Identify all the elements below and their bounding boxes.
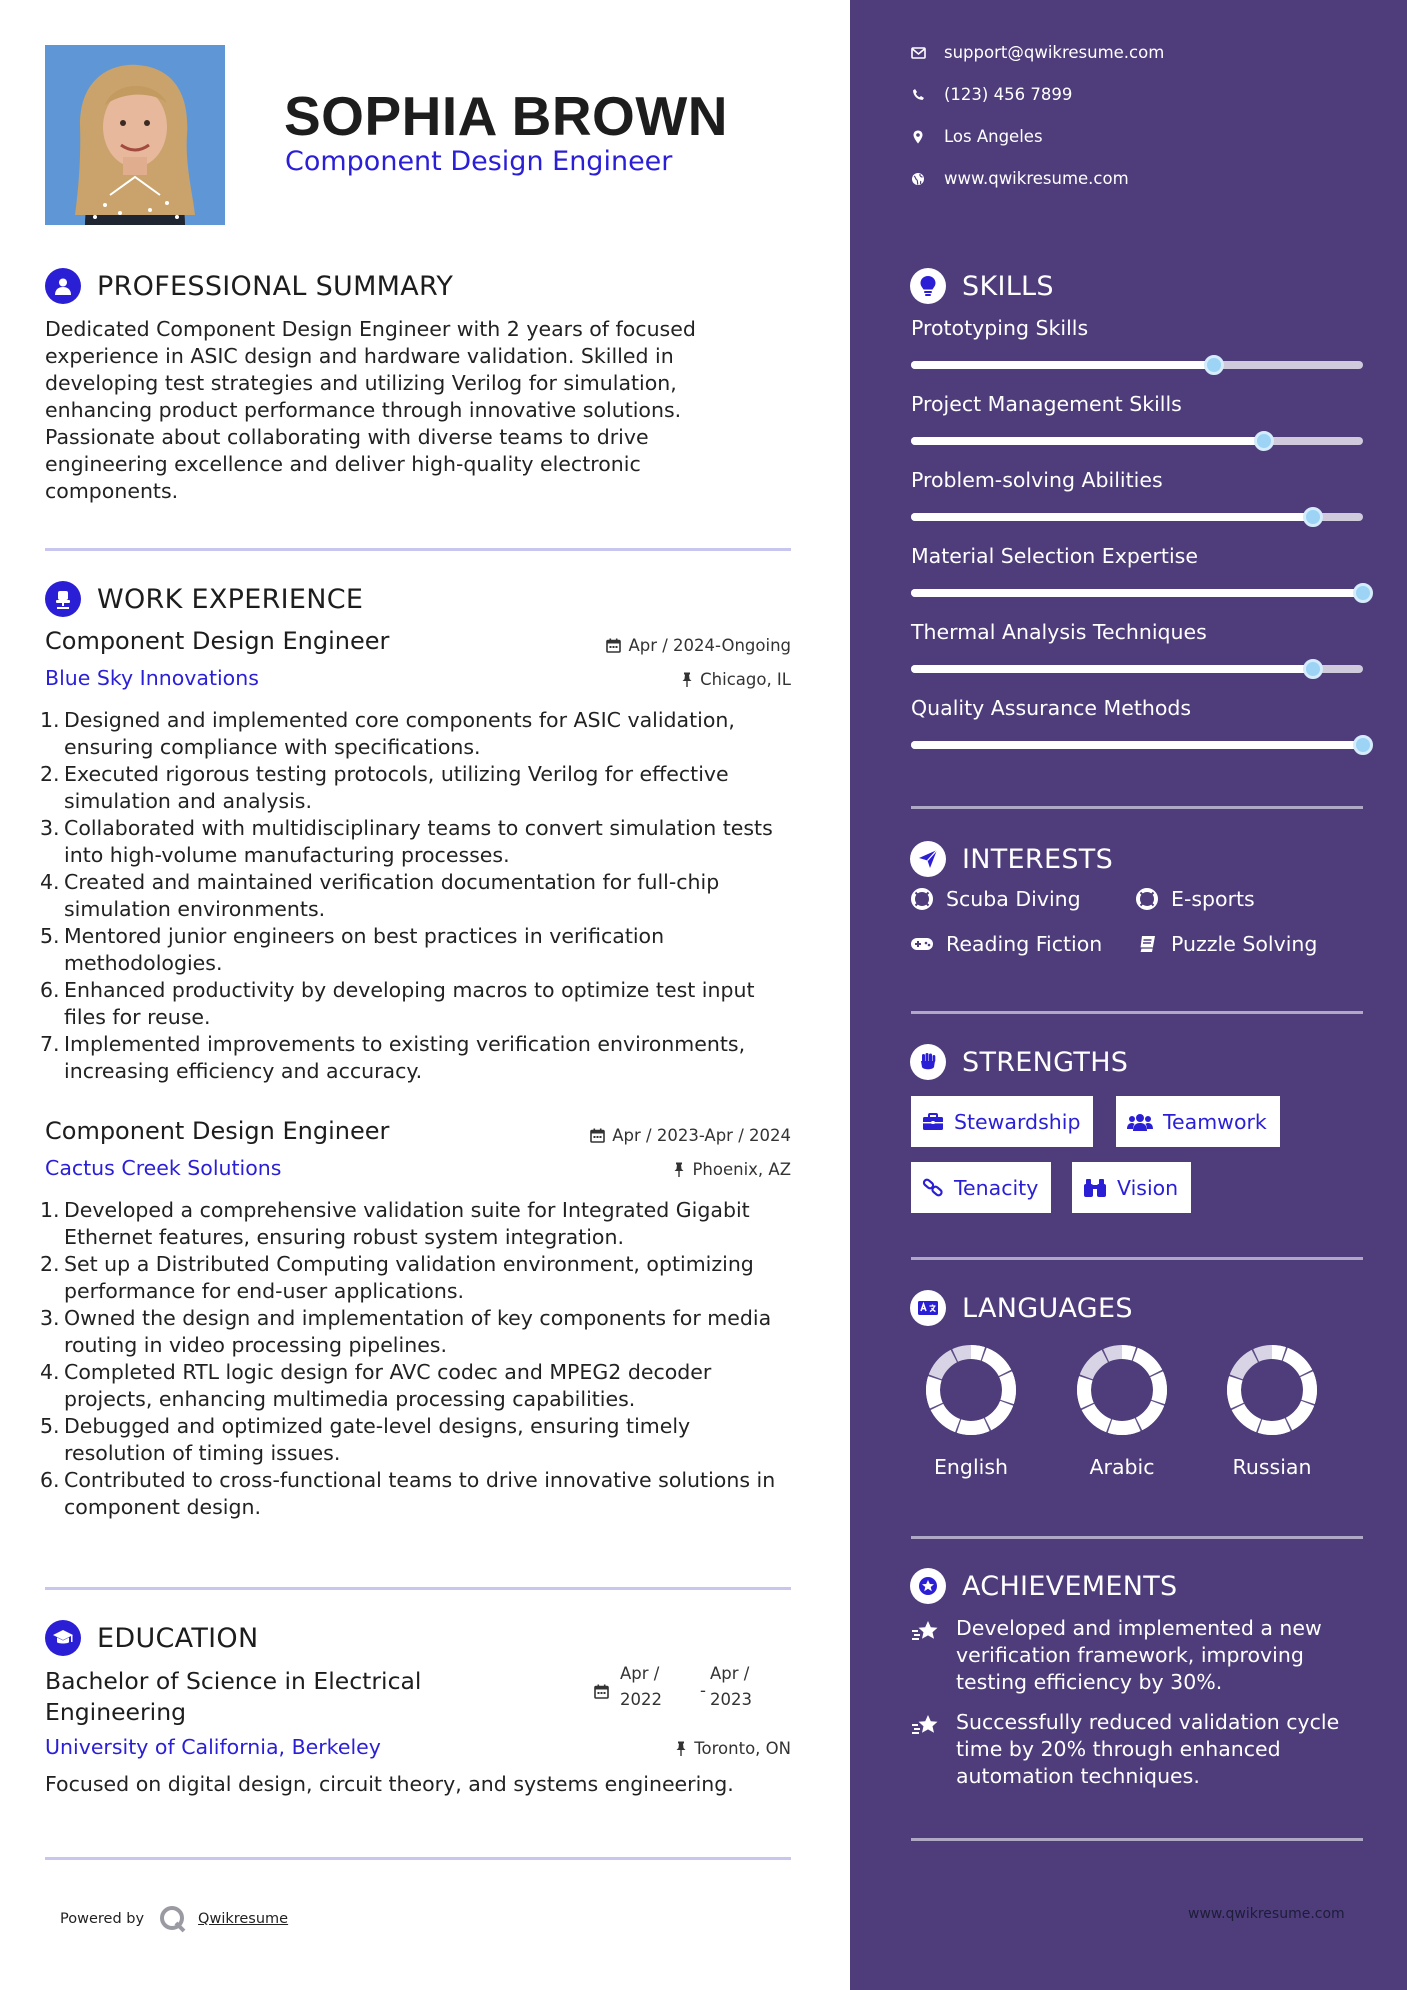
skill-bar: [911, 741, 1363, 749]
sidebar-divider: [911, 1011, 1363, 1014]
summary-line: Dedicated Component Design Engineer with 2 years of focused: [45, 317, 696, 341]
skill-bar-fill: [911, 665, 1313, 673]
bullet-line: performance for end-user applications.: [64, 1279, 465, 1303]
contact-email-text: support@qwikresume.com: [944, 43, 1165, 62]
interests-heading: [910, 841, 1113, 877]
bullet-line: 2. Set up a Distributed Computing validation environment, optimizing: [40, 1252, 754, 1276]
strengths-heading: [910, 1044, 1128, 1080]
job-date: [606, 636, 791, 655]
contact-website[interactable]: [910, 169, 1129, 188]
bullet-line: routing in video processing pipelines.: [64, 1333, 448, 1357]
skill-bar-fill: [911, 741, 1363, 749]
interest-label: E-sports: [1171, 887, 1255, 911]
languages-title: LANGUAGES: [962, 1292, 1133, 1324]
interest-label: Scuba Diving: [946, 887, 1081, 911]
contact-website-text: www.qwikresume.com: [944, 169, 1129, 188]
interest-item: [910, 932, 1102, 956]
interest-item: [1135, 932, 1317, 956]
strengths-title: STRENGTHS: [962, 1046, 1129, 1078]
calendar-icon: [590, 1128, 605, 1143]
contact-phone[interactable]: [910, 85, 1072, 104]
skill-label: Quality Assurance Methods: [911, 696, 1192, 720]
powered-by: [60, 1904, 288, 1934]
job-bullets: [40, 707, 800, 1085]
job-location: [673, 1160, 791, 1179]
language-label: English: [933, 1455, 1009, 1479]
experience-heading: [45, 581, 363, 617]
summary-line: enhancing product performance through innovative solutions.: [45, 398, 682, 422]
strength-chip: [1072, 1162, 1191, 1213]
skill-label: Prototyping Skills: [911, 316, 1089, 340]
sidebar-divider: [911, 1536, 1363, 1539]
interest-label: Reading Fiction: [946, 932, 1103, 956]
bullet-line: files for reuse.: [64, 1005, 211, 1029]
summary-line: engineering excellence and deliver high-quality electronic: [45, 452, 641, 476]
skill-bar: [911, 437, 1363, 445]
book-icon: [1135, 934, 1159, 954]
degree: [45, 1666, 421, 1728]
skill-label: Project Management Skills: [911, 392, 1182, 416]
skill-level-knob: [1353, 735, 1373, 755]
language-proficiency-ring: [923, 1342, 1019, 1438]
contact-location-text: Los Angeles: [944, 127, 1043, 146]
achievement-item: [911, 1709, 1371, 1790]
skill-bar-fill: [911, 513, 1313, 521]
achievements-heading: [910, 1568, 1178, 1604]
section-divider: [45, 1587, 791, 1590]
achievement-text: Developed and implemented a new verification framework, improving testing efficiency by 30%.: [956, 1616, 1322, 1694]
bullet-line: simulation environments.: [64, 897, 326, 921]
users-icon: [1127, 1113, 1153, 1131]
skill-bar-fill: [911, 589, 1363, 597]
language-proficiency-ring: [1074, 1342, 1170, 1438]
education-title: EDUCATION: [97, 1622, 259, 1654]
bullet-line: resolution of timing issues.: [64, 1441, 341, 1465]
calendar-icon: [606, 638, 621, 653]
qwikresume-logo-icon: [158, 1904, 188, 1934]
phone-icon: [910, 88, 926, 101]
education-date: [594, 1664, 794, 1720]
job-location: [681, 670, 791, 689]
summary-text: [45, 316, 765, 505]
bullet-line: 4. Created and maintained verification documentation for full-chip: [40, 870, 720, 894]
lifebuoy-icon: [1135, 888, 1159, 910]
job-bullets: [40, 1197, 800, 1521]
start-year: 2022: [620, 1690, 662, 1709]
school-name: University of California, Berkeley: [45, 1735, 381, 1759]
section-divider: [45, 548, 791, 551]
contact-location: [910, 127, 1043, 146]
user-icon: [45, 268, 81, 304]
bullet-line: 3. Collaborated with multidisciplinary teams to convert simulation tests: [40, 816, 773, 840]
strength-label: Vision: [1117, 1175, 1179, 1200]
summary-line: developing test strategies and utilizing Verilog for simulation,: [45, 371, 677, 395]
paper-plane-icon: [910, 841, 946, 877]
bullet-line: 6. Contributed to cross-functional teams to drive innovative solutions in: [40, 1468, 776, 1492]
sidebar-divider: [911, 1257, 1363, 1260]
end-month: Apr /: [710, 1664, 750, 1683]
strength-label: Teamwork: [1163, 1109, 1267, 1134]
powered-by-text: Powered by: [60, 1911, 145, 1927]
strength-chip: [1116, 1096, 1280, 1147]
bullet-line: 5. Debugged and optimized gate-level designs, ensuring timely: [40, 1414, 691, 1438]
binoculars-icon: [1083, 1178, 1107, 1198]
skill-label: Material Selection Expertise: [911, 544, 1198, 568]
pushpin-icon: [681, 672, 693, 687]
language-label: Arabic: [1089, 1455, 1155, 1479]
skill-bar: [911, 665, 1363, 673]
skill-bar: [911, 361, 1363, 369]
contact-phone-text: (123) 456 7899: [944, 85, 1073, 104]
shooting-star-icon: [911, 1615, 944, 1696]
job-location-text: Chicago, IL: [700, 670, 791, 689]
job-date-text: Apr / 2023-Apr / 2024: [612, 1126, 791, 1145]
skill-label: Problem-solving Abilities: [911, 468, 1163, 492]
skill-level-knob: [1204, 355, 1224, 375]
strength-chip: [911, 1096, 1093, 1147]
section-divider: [45, 1857, 791, 1860]
map-marker-icon: [910, 130, 926, 144]
strength-label: Tenacity: [954, 1175, 1039, 1200]
gamepad-icon: [910, 936, 934, 952]
job-location-text: Phoenix, AZ: [692, 1160, 791, 1179]
bullet-line: 7. Implemented improvements to existing verification environments,: [40, 1032, 746, 1056]
briefcase-icon: [922, 1113, 944, 1131]
bullet-line: increasing efficiency and accuracy.: [64, 1059, 423, 1083]
strength-chip: [911, 1162, 1051, 1213]
sidebar-divider: [911, 806, 1363, 809]
bullet-line: component design.: [64, 1495, 262, 1519]
skill-level-knob: [1303, 659, 1323, 679]
bullet-line: ensuring compliance with specifications.: [64, 735, 481, 759]
calendar-icon: [594, 1684, 609, 1699]
interest-label: Puzzle Solving: [1171, 932, 1318, 956]
skill-label: Thermal Analysis Techniques: [911, 620, 1207, 644]
interest-item: [1135, 887, 1255, 911]
pushpin-icon: [675, 1741, 687, 1756]
job-date-text: Apr / 2024-Ongoing: [628, 636, 791, 655]
footer-url[interactable]: www.qwikresume.com: [1188, 1906, 1345, 1922]
skill-bar: [911, 589, 1363, 597]
job-date: [590, 1126, 791, 1145]
summary-heading: [45, 268, 453, 304]
portrait-illustration: [45, 45, 225, 225]
bullet-line: 4. Completed RTL logic design for AVC codec and MPEG2 decoder: [40, 1360, 712, 1384]
star-badge-icon: [910, 1568, 946, 1604]
job-title: Component Design Engineer: [45, 1117, 390, 1145]
office-chair-icon: [45, 581, 81, 617]
language-icon: [910, 1290, 946, 1326]
contact-email[interactable]: [910, 43, 1164, 62]
skill-bar-fill: [911, 437, 1264, 445]
qwikresume-link[interactable]: Qwikresume: [198, 1911, 289, 1927]
date-separator: -: [700, 1681, 706, 1700]
skills-heading: [910, 268, 1054, 304]
bullet-line: simulation and analysis.: [64, 789, 312, 813]
skill-bar-fill: [911, 361, 1214, 369]
achievement-text: Successfully reduced validation cycle time by 20% through enhanced automation techniques.: [956, 1710, 1340, 1788]
languages-heading: [910, 1290, 1133, 1326]
bullet-line: 6. Enhanced productivity by developing macros to optimize test input: [40, 978, 755, 1002]
education-location: [675, 1739, 791, 1758]
summary-line: Passionate about collaborating with diverse teams to drive: [45, 425, 649, 449]
interests-title: INTERESTS: [962, 843, 1114, 875]
bullet-line: projects, enhancing multimedia processing capabilities.: [64, 1387, 636, 1411]
fist-icon: [910, 1044, 946, 1080]
lifebuoy-icon: [910, 888, 934, 910]
bullet-line: into high-volume manufacturing processes.: [64, 843, 510, 867]
summary-line: components.: [45, 479, 179, 503]
language-label: Russian: [1232, 1455, 1312, 1479]
bullet-line: 3. Owned the design and implementation of key components for media: [40, 1306, 772, 1330]
education-location-text: Toronto, ON: [694, 1739, 791, 1758]
shooting-star-icon: [911, 1709, 944, 1790]
bullet-line: 1. Developed a comprehensive validation suite for Integrated Gigabit: [40, 1198, 750, 1222]
degree-line: Engineering: [45, 1698, 186, 1726]
bullet-line: 5. Mentored junior engineers on best practices in verification: [40, 924, 665, 948]
end-year: 2023: [710, 1690, 752, 1709]
bullet-line: 1. Designed and implemented core components for ASIC validation,: [40, 708, 735, 732]
skill-bar: [911, 513, 1363, 521]
interest-item: [910, 887, 1081, 911]
candidate-title: Component Design Engineer: [285, 146, 673, 177]
lightbulb-icon: [910, 268, 946, 304]
bullet-line: Ethernet features, ensuring robust system integration.: [64, 1225, 624, 1249]
link-icon: [922, 1178, 944, 1198]
globe-icon: [910, 172, 926, 186]
bullet-line: 2. Executed rigorous testing protocols, utilizing Verilog for effective: [40, 762, 729, 786]
education-heading: [45, 1620, 258, 1656]
summary-line: experience in ASIC design and hardware validation. Skilled in: [45, 344, 674, 368]
profile-photo: [45, 45, 225, 225]
job-company: Cactus Creek Solutions: [45, 1156, 282, 1180]
sidebar: [850, 0, 1407, 1990]
skill-level-knob: [1254, 431, 1274, 451]
education-description: Focused on digital design, circuit theory, and systems engineering.: [45, 1772, 734, 1796]
achievement-item: [911, 1615, 1371, 1696]
job-company: Blue Sky Innovations: [45, 666, 259, 690]
skill-level-knob: [1303, 507, 1323, 527]
skill-level-knob: [1353, 583, 1373, 603]
degree-line: Bachelor of Science in Electrical: [45, 1667, 422, 1695]
bullet-line: methodologies.: [64, 951, 223, 975]
graduation-cap-icon: [45, 1620, 81, 1656]
achievements-title: ACHIEVEMENTS: [962, 1570, 1178, 1602]
strength-label: Stewardship: [954, 1109, 1081, 1134]
sidebar-divider: [911, 1838, 1363, 1841]
envelope-icon: [910, 47, 926, 59]
pushpin-icon: [673, 1162, 685, 1177]
language-proficiency-ring: [1224, 1342, 1320, 1438]
start-month: Apr /: [620, 1664, 660, 1683]
experience-title: WORK EXPERIENCE: [97, 583, 364, 615]
candidate-name: SOPHIA BROWN: [284, 85, 728, 147]
summary-title: PROFESSIONAL SUMMARY: [97, 270, 454, 302]
skills-title: SKILLS: [962, 270, 1054, 302]
job-title: Component Design Engineer: [45, 627, 390, 655]
